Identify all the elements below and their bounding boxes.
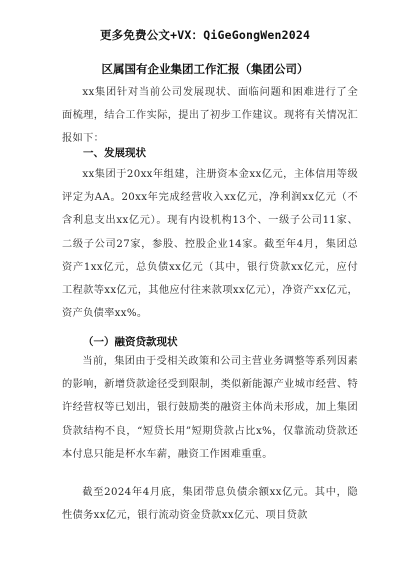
promo-banner: 更多免费公文+VX：QiGeGongWen2024 xyxy=(99,28,311,42)
subsection1-paragraph-block xyxy=(62,350,358,466)
document-title: 区属国有企业集团工作汇报（集团公司） xyxy=(101,62,309,76)
intro-paragraph: xx集团针对当前公司发展现状、面临问题和困难进行了全面梳理，结合工作实际，提出了初步工作建议。现将有关情况汇报如下： xyxy=(62,87,358,145)
subsection1-paragraph: 当前，集团由于受相关政策和公司主营业务调整等系列因素的影响，新增贷款途径受到限制，类似新能源产业城市经营、特许经营权等已划出，银行鼓励类的融资主体尚未形成，加上集团贷款结构不良，“短贷长用”短期贷款占比x%，仅靠流动贷款还本付息只能是杯水车薪，融资工作困难重重。 xyxy=(62,356,358,460)
section1-paragraph: xx集团于20xx年组建，注册资本金xx亿元，主体信用等级评定为AA。20xx年完成经营收入xx亿元，净利润xx亿元（不含利息支出xx亿元）。现有内设机构13个、一级子公司11家、二级子公司27家，参股、控股企业14家。截至年4月，集团总资产1xx亿元，总负债xx亿元（其中，银行贷款xx亿元，应付工程款等xx亿元，其他应付往来款项xx亿元），净资产xx亿元，资产负债率xx%。 xyxy=(62,169,358,320)
subsection1-paragraph2-block xyxy=(62,481,358,527)
intro-paragraph-block xyxy=(62,81,358,151)
section-heading-development: 一、发展现状 xyxy=(83,147,146,159)
section1-paragraph-block xyxy=(62,163,358,325)
subsection-heading-financing: （一）融资贷款现状 xyxy=(83,336,178,348)
subsection1-paragraph-2: 截至2024年4月底，集团带息负债余额xx亿元。其中，隐性债务xx亿元，银行流动资金贷款xx亿元、项目贷款 xyxy=(62,487,358,522)
